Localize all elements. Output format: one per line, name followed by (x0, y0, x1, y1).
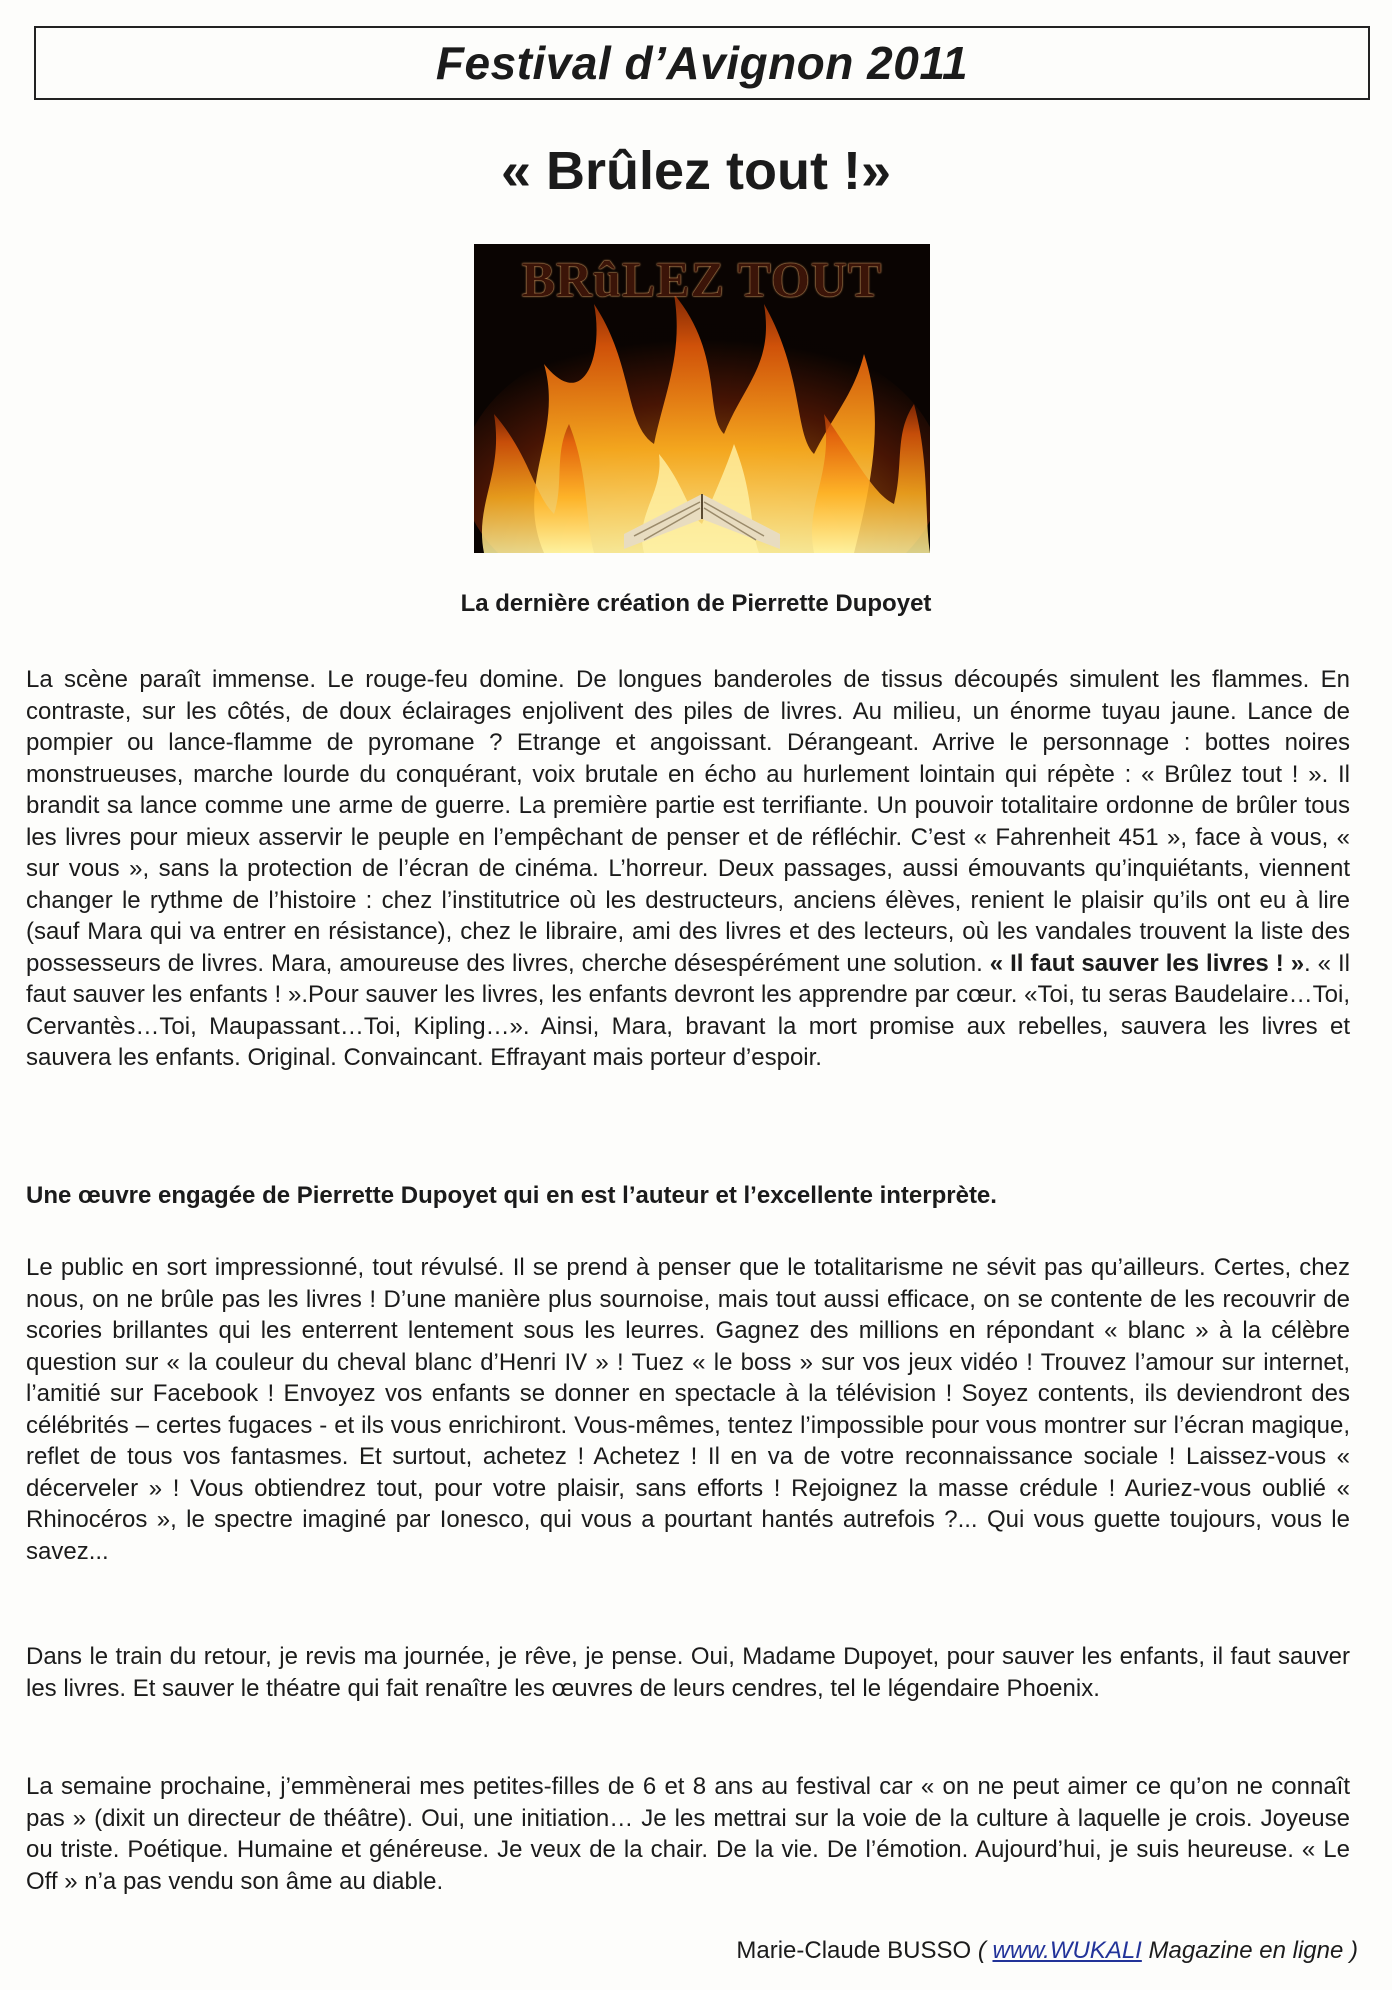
wukali-link[interactable]: www.WUKALI (992, 1937, 1142, 1964)
paragraph-1-bold: « Il faut sauver les livres ! » (989, 949, 1305, 977)
paragraph-3: Dans le train du retour, je revis ma journée, je rêve, je pense. Oui, Madame Dupoyet, pour sauver les enfants, il faut sauver les livres. Et sauver le théatre qui fait renaître les œuvres de leurs cendres, tel le légendaire Phoenix. (26, 1643, 1350, 1702)
header-box (34, 26, 1370, 100)
bold-statement: Une œuvre engagée de Pierrette Dupoyet qui en est l’auteur et l’excellente interprète. (26, 1182, 997, 1209)
magazine-label: Magazine en ligne (1148, 1937, 1344, 1964)
poster-caption: BRûLEZ TOUT (521, 251, 883, 307)
paragraph-1-part1: La scène paraît immense. Le rouge-feu domine. De longues banderoles de tissus découpés simulent les flammes. En contraste, sur les côtés, de doux éclairages enjolivent des piles de livres. Au milieu, un énorme tuyau jaune. Lance de pompier ou lance-flamme de pyromane ? Etrange et angoissant. Dérangeant. Arrive le personnage : bottes noires monstrueuses, marche lourde du conquérant, voix brutale en écho au hurlement lointain qui répète : « Brûlez tout ! ». Il brandit sa lance comme une arme de guerre. La première partie est terrifiante. Un pouvoir totalitaire ordonne de brûler tous les livres pour mieux asservir le peuple en l’empêchant de penser et de réfléchir. C’est « Fahrenheit 451 », face à vous, « sur vous », sans la protection de l’écran de cinéma. L’horreur. Deux passages, aussi émouvants qu’inquiétants, viennent changer le rythme de l’histoire : chez l’institutrice où les destructeurs, anciens élèves, renient le plaisir qu’ils ont eu à lire (sauf Mara qui va entrer en résistance), chez le libraire, ami des livres et des lecteurs, où les vandales trouvent la liste des possesseurs de livres. Mara, amoureuse des livres, cherche désespérément une solution. (26, 666, 1350, 977)
signature (736, 1937, 1358, 1965)
play-title: « Brûlez tout !» (500, 141, 892, 201)
poster-image (474, 244, 930, 553)
paragraph-1 (26, 664, 1350, 1074)
paragraph-1-part2: . « Il faut sauver les enfants ! ».Pour sauver les livres, les enfants devront les apprendre par cœur. «Toi, tu seras Baudelaire…Toi, Cervantès…Toi, Maupassant…Toi, Kipling…». Ainsi, Mara, bravant la mort promise aux rebelles, sauvera les livres et sauvera les enfants. Original. Convaincant. Effrayant mais porteur d’espoir. (26, 949, 1350, 1071)
paragraph-2: Le public en sort impressionné, tout révulsé. Il se prend à penser que le totalitarisme ne sévit pas qu’ailleurs. Certes, chez nous, on ne brûle pas les livres ! D’une manière plus sournoise, mais tout aussi efficace, on se contente de les recouvrir de scories brillantes qui les enterrent lentement sous les leurres. Gagnez des millions en répondant « blanc » à la célèbre question sur « la couleur du cheval blanc d’Henri IV » ! Tuez « le boss » sur vos jeux vidéo ! Trouvez l’amour sur internet, l’amitié sur Facebook ! Envoyez vos enfants se donner en spectacle à la télévision ! Soyez contents, ils deviendront des célébrités – certes fugaces - et ils vous enrichiront. Vous-mêmes, tentez l’impossible pour vous montrer sur l’écran magique, reflet de tous vos fantasmes. Et surtout, achetez ! Achetez ! Il en va de votre reconnaissance sociale ! Laissez-vous « décerveler » ! Vous obtiendrez tout, pour votre plaisir, sans efforts ! Rejoignez la masse crédule ! Auriez-vous oublié « Rhinocéros », le spectre imaginé par Ionesco, qui vous a pourtant hantés autrefois ?... Qui vous guette toujours, vous le savez... (26, 1254, 1350, 1565)
close-paren: ) (1350, 1937, 1358, 1964)
subtitle: La dernière création de Pierrette Dupoyet (460, 590, 932, 617)
festival-title: Festival d’Avignon 2011 (435, 37, 969, 89)
open-paren: ( (977, 1937, 986, 1964)
paragraph-4: La semaine prochaine, j’emmènerai mes petites-filles de 6 et 8 ans au festival car « on ne peut aimer ce qu’on ne connaît pas » (dixit un directeur de théâtre). Oui, une initiation… Je les mettrai sur la voie de la culture à laquelle je crois. Joyeuse ou triste. Poétique. Humaine et généreuse. Je veux de la chair. De la vie. De l’émotion. Aujourd’hui, je suis heureuse. « Le Off » n’a pas vendu son âme au diable. (26, 1773, 1350, 1895)
author-name: Marie-Claude BUSSO (736, 1937, 972, 1964)
